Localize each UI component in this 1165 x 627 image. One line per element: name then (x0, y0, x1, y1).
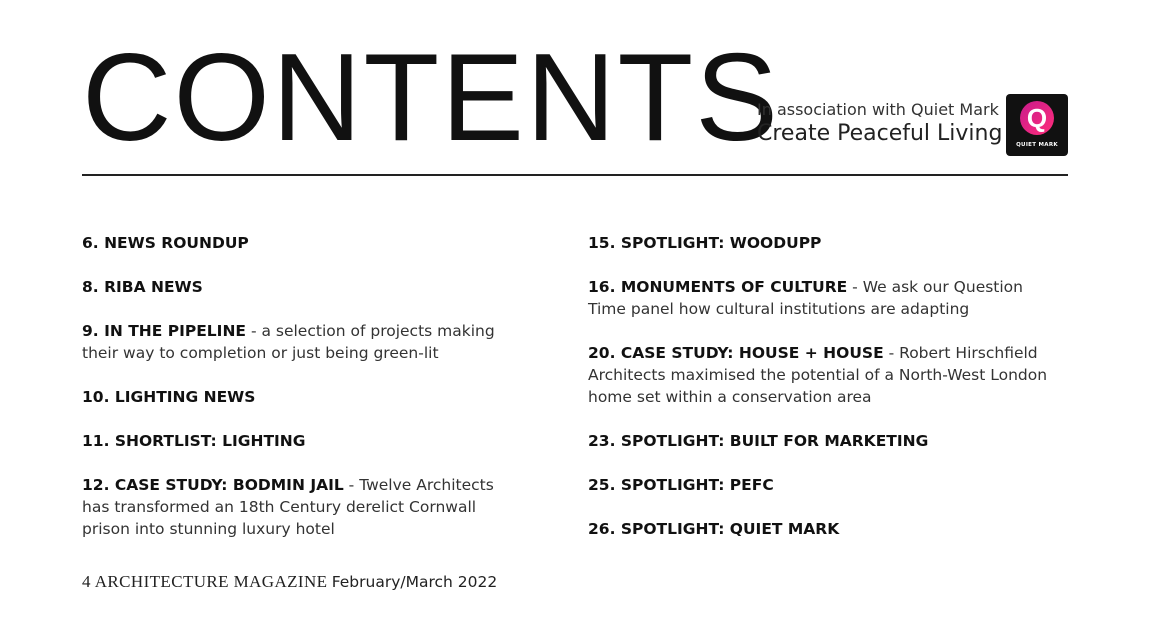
item-heading: 15. SPOTLIGHT: WOODUPP (588, 234, 822, 252)
logo-letter: Q (1026, 103, 1048, 133)
page-title: CONTENTS (82, 29, 780, 167)
magazine-name: ARCHITECTURE MAGAZINE (94, 572, 328, 591)
contents-item-quiet-mark (588, 518, 1048, 540)
item-heading: 11. SHORTLIST: LIGHTING (82, 432, 306, 450)
contents-item-riba-news (82, 276, 522, 298)
item-description: We ask our Question Time panel how cultural institutions are adapting (588, 278, 1023, 318)
item-heading: 26. SPOTLIGHT: QUIET MARK (588, 520, 840, 538)
contents-item-shortlist-lighting (82, 430, 522, 452)
item-description: a selection of projects making their way to completion or just being green-lit (82, 322, 495, 362)
contents-item-bodmin-jail: 12. CASE STUDY: BODMIN JAIL - Twelve Architects has transformed an 18th Century derelict Cornwall prison into stunning luxury hotel (82, 476, 494, 538)
header-divider (82, 174, 1068, 176)
item-heading: 10. LIGHTING NEWS (82, 388, 256, 406)
item-heading: 9. IN THE PIPELINE (82, 322, 247, 340)
item-heading: 25. SPOTLIGHT: PEFC (588, 476, 774, 494)
contents-item-monuments-of-culture: 16. MONUMENTS OF CULTURE - We ask our Question Time panel how cultural institutions are adapting (588, 278, 1023, 318)
contents-item-news-roundup (82, 232, 522, 254)
contents-item-house-plus-house: 20. CASE STUDY: HOUSE + HOUSE - Robert Hirschfield Architects maximised the potential of a North-West London home set within a conservation area (588, 344, 1048, 406)
item-heading: 20. CASE STUDY: HOUSE + HOUSE (588, 344, 884, 362)
item-heading: 16. MONUMENTS OF CULTURE (588, 278, 848, 296)
issue-date: February/March 2022 (331, 573, 498, 591)
contents-item-woodupp (588, 232, 1048, 254)
page-number: 4 (82, 572, 91, 591)
contents-item-lighting-news (82, 386, 522, 408)
item-heading: 23. SPOTLIGHT: BUILT FOR MARKETING (588, 432, 929, 450)
item-heading: 12. CASE STUDY: BODMIN JAIL (82, 476, 344, 494)
item-description: Twelve Architects has transformed an 18th Century derelict Cornwall prison into stunning luxury hotel (82, 476, 494, 538)
item-description: Robert Hirschfield Architects maximised the potential of a North-West London home set within a conservation area (588, 344, 1048, 406)
contents-item-built-for-marketing (588, 430, 1048, 452)
item-heading: 6. NEWS ROUNDUP (82, 234, 249, 252)
association-text: In association with Quiet Mark (757, 100, 999, 119)
item-heading: 8. RIBA NEWS (82, 278, 203, 296)
logo-label: QUIET MARK (1016, 142, 1058, 148)
contents-item-in-the-pipeline: 9. IN THE PIPELINE - a selection of projects making their way to completion or just being green-lit (82, 322, 495, 362)
quiet-mark-q-icon (1018, 100, 1056, 142)
contents-item-pefc (588, 474, 1048, 496)
tagline: Create Peaceful Living (757, 121, 1003, 146)
quiet-mark-logo (1006, 94, 1068, 156)
page-footer (82, 572, 497, 592)
